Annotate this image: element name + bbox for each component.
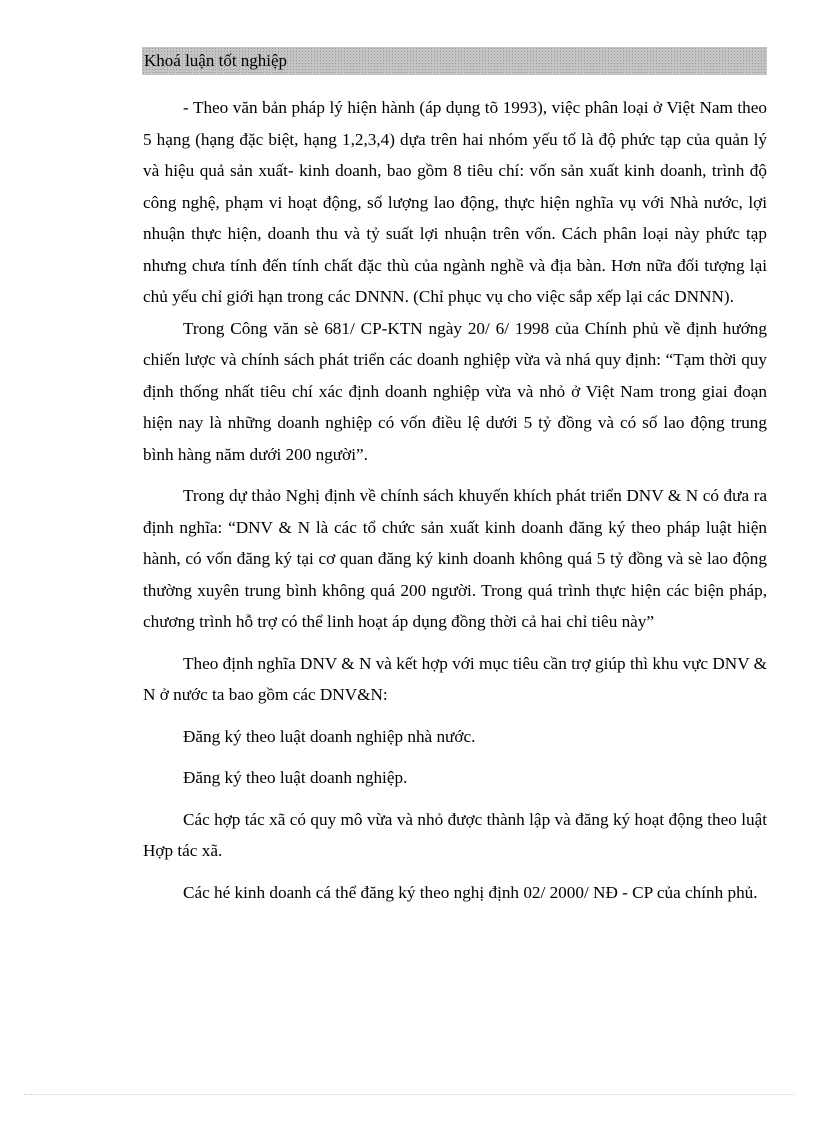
paragraph: Trong dự thảo Nghị định về chính sách khuyến khích phát triển DNV & N có đưa ra định nghĩa: “DNV & N là các tổ chức sản xuất kinh doanh đăng ký theo pháp luật hiện hành, có vốn đăng ký tại cơ quan đăng ký kinh doanh không quá 5 tỷ đồng và sè lao động thường xuyên trung bình không quá 200 người. Trong quá trình thực hiện các biện pháp, chương trình hỗ trợ có thể linh hoạt áp dụng đồng thời cả hai chỉ tiêu này” (143, 486, 767, 631)
list-item: Các hợp tác xã có quy mô vừa và nhỏ được thành lập và đăng ký hoạt động theo luật Hợp tác xã. (143, 809, 767, 860)
paragraph: Theo định nghĩa DNV & N và kết hợp với mục tiêu cần trợ giúp thì khu vực DNV & N ở nước ta bao gồm các DNV&N: (143, 653, 767, 704)
paragraph: - Theo văn bản pháp lý hiện hành (áp dụng tõ 1993), việc phân loại ở Việt Nam theo 5 hạng (hạng đặc biệt, hạng 1,2,3,4) dựa trên hai nhóm yếu tố là độ phức tạp của quản lý và hiệu quả sản xuất- kinh doanh, bao gồm 8 tiêu chí: vốn sản xuất kinh doanh, trình độ công nghệ, phạm vi hoạt động, số lượng lao động, thực hiện nghĩa vụ với Nhà nước, lợi nhuận thực hiện, doanh thu và tỷ suất lợi nhuận trên vốn. Cách phân loại này phức tạp nhưng chưa tính đến tính chất đặc thù của ngành nghề và địa bàn. Hơn nữa đối tượng lại chủ yếu chỉ giới hạn trong các DNNN. (Chỉ phục vụ cho việc sắp xếp lại các DNNN). (143, 98, 767, 306)
document-body (143, 92, 767, 908)
page-footer-divider (24, 1094, 794, 1095)
list-item: Đăng ký theo luật doanh nghiệp. (183, 768, 408, 787)
list-item: Các hé kinh doanh cá thể đăng ký theo nghị định 02/ 2000/ NĐ - CP của chính phủ. (183, 882, 758, 902)
header-title: Khoá luận tốt nghiệp (144, 51, 288, 70)
list-item: Đăng ký theo luật doanh nghiệp nhà nước. (183, 726, 476, 746)
paragraph: Trong Công văn sè 681/ CP-KTN ngày 20/ 6/ 1998 của Chính phủ về định hướng chiến lược và chính sách phát triển các doanh nghiệp vừa và nhá quy định: “Tạm thời quy định thống nhất tiêu chí xác định doanh nghiệp vừa và nhỏ ở Việt Nam trong giai đoạn hiện nay là những doanh nghiệp có vốn điều lệ dưới 5 tỷ đồng và có số lao động trung bình hàng năm dưới 200 người”. (143, 318, 767, 464)
page-header (142, 47, 767, 75)
